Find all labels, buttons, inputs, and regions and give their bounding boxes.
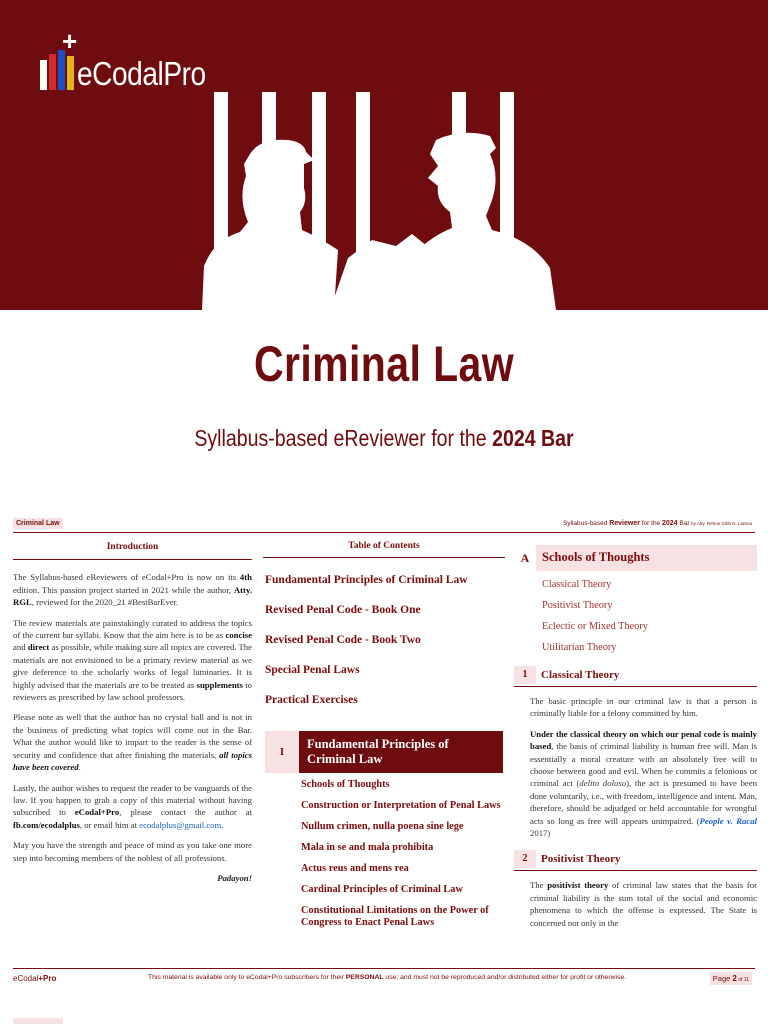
subsection-title: Positivist Theory <box>541 853 621 866</box>
footer-notice: This material is available only to eCodal+Pro subscribers for their PERSONAL use; and must not be reproduced and/or distributed either for profit or otherwise. <box>148 974 627 981</box>
prisoners-behind-bars-illustration <box>200 90 560 310</box>
toc-item-rpc-book-two[interactable]: Revised Penal Code - Book Two <box>265 634 421 646</box>
toc-section-header[interactable] <box>265 731 505 773</box>
logo-plus-icon: + <box>62 26 78 56</box>
intro-paragraph-1: The Syllabus-based eReviewers of eCodal+Pro is now on its 4th edition. This passion project started in 2021 while the author, Atty. RGL, reviewed for the 2020_21 #BestBarEver. <box>13 572 252 608</box>
classical-paragraph-1: The basic principle in our criminal law is that a person is criminally liable for a felony committed by him. <box>530 696 757 719</box>
toc-sub-list <box>301 779 505 929</box>
link-positivist-theory[interactable]: Positivist Theory <box>542 600 613 611</box>
page-header-subject: Criminal Law <box>13 518 63 529</box>
footer-brand: eCodal+Pro <box>13 974 57 983</box>
toc-item-rpc-book-one[interactable]: Revised Penal Code - Book One <box>265 604 421 616</box>
toc-sub-item[interactable]: Nullum crimen, nulla poena sine lege <box>301 821 464 832</box>
intro-paragraph-3: Please note as well that the author has no crystal ball and is not in the business of predicting what topics will come out in the Bar. What the author would like to impart to the reader is the sense of security and confidence that after finishing the materials, all topics have been covered. <box>13 712 252 773</box>
table-of-contents-column <box>263 541 505 938</box>
ecodalpro-logo <box>40 26 228 92</box>
introduction-column <box>13 541 252 884</box>
classical-paragraph-2: Under the classical theory on which our penal code is mainly based, the basis of criminal liability is human free will. Man is essentially a moral creature with an absolutely free will to choose between good and evil. When he commits a felonious or criminal act (delito doloso), the act is presumed to have been done voluntarily, i.e., with freedom, intelligence and intent. Man, therefore, should be adjudged or held accountable for wrongful acts so long as free will appears unimpaired. (People v. Racal 2017) <box>530 728 757 839</box>
email-link[interactable]: ecodalplus@gmail.com <box>139 819 222 830</box>
toc-sub-item[interactable]: Construction or Interpretation of Penal Laws <box>301 800 501 811</box>
cover-subtitle: Syllabus-based eReviewer for the 2024 Bar <box>194 425 574 451</box>
introduction-heading: Introduction <box>13 541 252 560</box>
positivist-theory-heading <box>514 851 757 871</box>
toc-heading: Table of Contents <box>263 541 505 558</box>
toc-main-list <box>263 574 505 724</box>
section-title: Schools of Thoughts <box>536 545 757 571</box>
facebook-link[interactable]: fb.com/ecodalplus <box>13 819 80 830</box>
cover-title: Criminal Law <box>253 336 515 392</box>
section-letter: A <box>520 550 530 565</box>
page-header-reviewer-credit: Syllabus-based Reviewer for the 2024 Bar by Atty. Rehoe Gibb N. Larena <box>562 520 752 527</box>
toc-sub-item[interactable]: Mala in se and mala prohibita <box>301 842 434 853</box>
schools-of-thoughts-column <box>514 545 757 929</box>
intro-paragraph-4: Lastly, the author wishes to request the reader to be vanguards of the law. If you happen to grab a copy of this material without having subscribed to eCodal+Pro, please contact the author at fb.com/ecodalplus, or email him at ecodalplus@gmail.com. <box>13 782 252 830</box>
cover-banner <box>0 0 768 310</box>
toc-section-title: Fundamental Principles of Criminal Law <box>299 731 503 773</box>
intro-paragraph-2: The review materials are painstakingly curated to address the topics of the current bar syllabi. Know that the aim here is to be as concise and direct as possible, while making sure all topics are covered. The materials are not envisioned to be a primary review material as we give deference to the scholarly works of legal luminaries. It is highly advised that the materials are to be treated as supplements to reviewers as prescribed by law school professors. <box>13 617 253 703</box>
intro-signoff: Padayon! <box>217 872 252 883</box>
page-number: Page 2 of 11 <box>710 972 752 985</box>
logo-text: eCodalPro <box>77 55 206 92</box>
toc-item-practical-exercises[interactable]: Practical Exercises <box>265 694 358 706</box>
schools-link-list <box>542 579 757 663</box>
intro-paragraph-5: May you have the strength and peace of mind as you take one more step into becoming members of the noblest of all professions. <box>13 840 252 863</box>
subsection-number: 2 <box>514 850 536 868</box>
toc-item-special-penal-laws[interactable]: Special Penal Laws <box>265 664 360 676</box>
toc-sub-item[interactable]: Schools of Thoughts <box>301 779 390 790</box>
link-classical-theory[interactable]: Classical Theory <box>542 579 612 590</box>
header-divider <box>13 532 755 533</box>
positivist-paragraph: The positivist theory of criminal law states that the basis for criminal liability is the sum total of the social and economic phenomena to which the offense is expressed. The State is concerned not only in the <box>530 880 757 928</box>
subsection-title: Classical Theory <box>541 669 620 681</box>
toc-section-number: I <box>265 731 299 773</box>
toc-sub-item[interactable]: Constitutional Limitations on the Power of Congress to Enact Penal Laws <box>301 905 489 928</box>
link-utilitarian-theory[interactable]: Utilitarian Theory <box>542 642 617 653</box>
toc-sub-item[interactable]: Cardinal Principles of Criminal Law <box>301 884 463 895</box>
case-citation-link[interactable]: People v. Racal <box>699 815 757 826</box>
footer-divider <box>13 968 755 969</box>
link-eclectic-theory[interactable]: Eclectic or Mixed Theory <box>542 621 648 632</box>
logo-book-bars-icon <box>40 26 78 90</box>
toc-sub-item[interactable]: Actus reus and mens rea <box>301 863 409 874</box>
classical-theory-heading <box>514 667 757 687</box>
section-a-header <box>514 545 757 571</box>
toc-item-fundamental-principles[interactable]: Fundamental Principles of Criminal Law <box>265 574 468 586</box>
next-page-tab <box>13 1018 63 1024</box>
subsection-number: 1 <box>514 666 536 684</box>
